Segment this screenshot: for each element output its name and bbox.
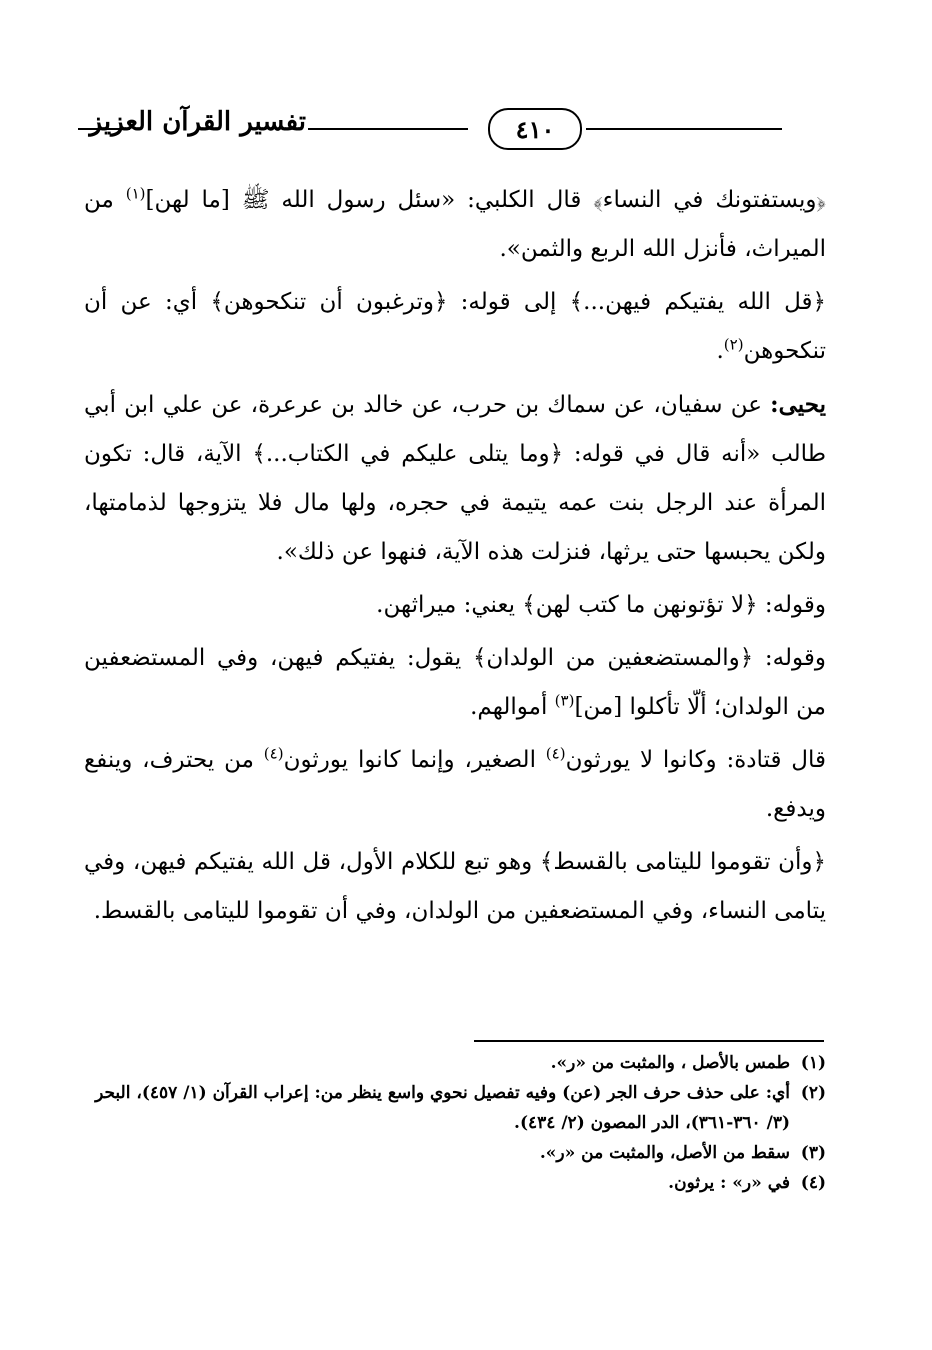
footnote-4: [84, 1168, 826, 1198]
footnote-1: [84, 1048, 826, 1078]
footnote-ref: (٢): [723, 335, 744, 354]
page-number: ٤١٠: [488, 108, 582, 150]
main-text: [84, 176, 826, 940]
footnote-number: (٢): [800, 1083, 826, 1103]
paragraph-text: وقوله: ﴿لا تؤتونهن ما كتب لهن﴾ يعني: ميراثهن.: [376, 592, 826, 618]
footnote-ref: (٣): [554, 691, 575, 710]
paragraph-text: ﴿قل الله يفتيكم فيهن...﴾ إلى قوله: ﴿وترغبون أن تنكحوهن﴾ أي: عن أن تنكحوهن: [84, 289, 826, 364]
paragraph-text: ﴿ويستفتونك في النساء﴾ قال الكلبي: «سئل رسول الله ﷺ [ما لهن]: [145, 187, 826, 213]
paragraph-6: [84, 736, 826, 834]
footnotes: [84, 1048, 826, 1198]
narrator-name: يحيى:: [770, 391, 826, 418]
paragraph-text: ﴿وأن تقوموا لليتامى بالقسط﴾ وهو تبع للكلام الأول، قل الله يفتيكم فيهن، وفي يتامى النساء، وفي المستضعفين من الولدان، وفي أن تقوموا لليتامى بالقسط.: [84, 849, 826, 924]
paragraph-2: [84, 278, 826, 376]
footnote-text: أي: على حذف حرف الجر (عن) وفيه تفصيل نحوي واسع ينظر من: إعراب القرآن (١/ ٤٥٧)، البحر (٣/ ٣٦٠-٣٦١)، الدر المصون (٢/ ٤٣٤).: [95, 1083, 790, 1133]
footnote-ref: (٤): [263, 744, 284, 763]
paragraph-3: [84, 380, 826, 577]
paragraph-4: [84, 581, 826, 630]
paragraph-7: [84, 838, 826, 936]
paragraph-5: [84, 634, 826, 732]
header-rule-right: [586, 128, 782, 130]
page-header: [78, 98, 824, 158]
footnote-ref: (٤): [545, 744, 566, 763]
header-rule-middle: [308, 128, 468, 130]
footnote-3: [84, 1138, 826, 1168]
footnote-number: (١): [800, 1053, 826, 1073]
paragraph-mid: الصغير، وإنما كانوا يورثون: [283, 747, 546, 773]
footnote-text: سقط من الأصل، والمثبت من «ر».: [539, 1143, 790, 1163]
paragraph-tail: .: [716, 338, 724, 364]
paragraph-tail: من الميراث، فأنزل الله الربع والثمن».: [84, 187, 826, 262]
book-title: تفسير القرآن العزيز: [89, 107, 306, 137]
footnote-number: (٤): [800, 1173, 826, 1193]
footnote-number: (٣): [800, 1143, 826, 1163]
paragraph-tail: أموالهم.: [470, 694, 555, 720]
footnote-divider: [474, 1040, 824, 1042]
paragraph-text: قال قتادة: وكانوا لا يورثون: [565, 747, 827, 773]
paragraph-tail: من يحترف، وينفع ويدفع.: [84, 747, 826, 822]
paragraph-1: [84, 176, 826, 274]
footnote-text: طمس بالأصل ، والمثبت من «ر».: [550, 1053, 790, 1073]
paragraph-text: عن سفيان، عن سماك بن حرب، عن خالد بن عرعرة، عن علي ابن أبي طالب «أنه قال في قوله: ﴿وما يتلى عليكم في الكتاب...﴾ الآية، قال: تكون المرأة عند الرجل بنت عمه يتيمة في حجره، ولها مال فلا يتزوجها لذمامتها، ولكن يحبسها حتى يرثها، فنزلت هذه الآية، فنهوا عن ذلك».: [84, 392, 826, 565]
footnote-text: في «ر» : يرثون.: [668, 1173, 790, 1193]
footnote-2: [84, 1078, 826, 1138]
paragraph-text: وقوله: ﴿والمستضعفين من الولدان﴾ يقول: يفتيكم فيهن، وفي المستضعفين من الولدان؛ ألّا تأكلوا [من]: [84, 645, 826, 720]
footnote-ref: (١): [125, 184, 146, 203]
